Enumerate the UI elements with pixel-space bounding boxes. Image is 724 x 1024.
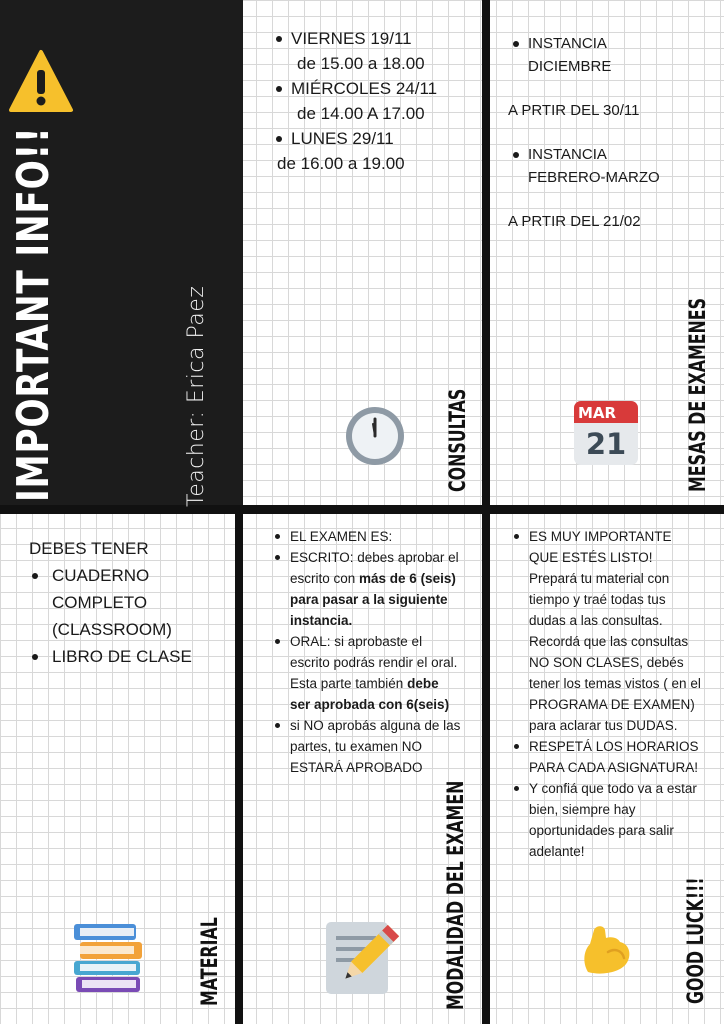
page-title: IMPORTANT INFO!! bbox=[8, 126, 59, 502]
list-item: INSTANCIA FEBRERO-MARZO bbox=[510, 143, 678, 189]
divider-top-right bbox=[482, 0, 490, 507]
list-item: ORAL: si aprobaste el escrito podrás rendir el oral. Esta parte también debe ser aprobada con 6(seis) bbox=[272, 631, 462, 715]
modalidad-list bbox=[272, 526, 462, 778]
clock-icon bbox=[343, 404, 407, 468]
warning-triangle-icon bbox=[8, 48, 74, 114]
calendar-icon bbox=[574, 401, 638, 465]
divider-horizontal bbox=[0, 505, 724, 514]
list-item: RESPETÁ LOS HORARIOS PARA CADA ASIGNATURA! bbox=[511, 736, 701, 778]
divider-bottom-left bbox=[235, 512, 243, 1024]
list-item: si NO aprobás alguna de las partes, tu examen NO ESTARÁ APROBADO bbox=[272, 715, 462, 778]
books-icon bbox=[72, 922, 144, 994]
mesas-section bbox=[510, 32, 715, 233]
calendar-month: MAR bbox=[574, 401, 638, 423]
list-item: ES MUY IMPORTANTE QUE ESTÉS LISTO! Prepará tu material con tiempo y traé todas tus dudas a las consultas. Recordá que las consultas NO SON CLASES, debés tener los temas vistos ( en el PROGRAMA DE EXAMEN) para aclarar tus DUDAS. bbox=[511, 526, 701, 736]
memo-pencil-icon bbox=[322, 916, 402, 996]
goodluck-label: GOOD LUCK!!! bbox=[684, 877, 709, 1004]
material-label: MATERIAL bbox=[198, 917, 223, 1006]
list-item: Y confiá que todo va a estar bien, siempre hay oportunidades para salir adelante! bbox=[511, 778, 701, 862]
material-heading: DEBES TENER bbox=[29, 539, 149, 558]
mesas-from-2: A PRTIR DEL 21/02 bbox=[508, 213, 641, 230]
list-item: LIBRO DE CLASE bbox=[29, 643, 229, 670]
divider-bottom-right bbox=[482, 512, 490, 1024]
list-item: LUNES 29/11 de 16.00 a 19.00 bbox=[273, 126, 478, 176]
list-item: EL EXAMEN ES: bbox=[272, 526, 462, 547]
consultas-label: CONSULTAS bbox=[446, 388, 471, 492]
list-item: CUADERNO COMPLETO (CLASSROOM) bbox=[29, 562, 202, 643]
mesas-from-1: A PRTIR DEL 30/11 bbox=[508, 102, 640, 119]
mesas-label: MESAS DE EXAMENES bbox=[686, 297, 711, 492]
teacher-name: Teacher: Erica Paez bbox=[184, 285, 209, 507]
flexed-biceps-icon bbox=[578, 922, 634, 978]
list-item: MIÉRCOLES 24/11 de 14.00 A 17.00 bbox=[273, 76, 478, 126]
consultas-list bbox=[273, 26, 478, 176]
list-item: INSTANCIA DICIEMBRE bbox=[510, 32, 638, 78]
modalidad-label: MODALIDAD DEL EXAMEN bbox=[444, 780, 469, 1010]
calendar-day: 21 bbox=[585, 427, 627, 461]
goodluck-list bbox=[511, 526, 701, 862]
list-item: ESCRITO: debes aprobar el escrito con más de 6 (seis) para pasar a la siguiente instancia. bbox=[272, 547, 462, 631]
material-section bbox=[29, 535, 229, 670]
list-item: VIERNES 19/11 de 15.00 a 18.00 bbox=[273, 26, 478, 76]
